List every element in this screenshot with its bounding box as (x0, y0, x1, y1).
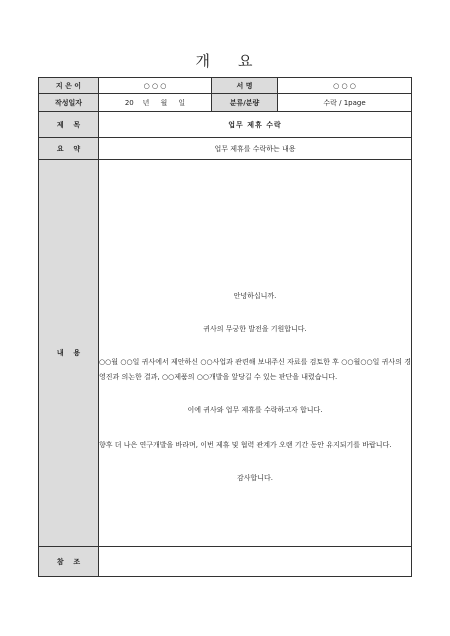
category-value[interactable]: 수락 / 1page (278, 94, 412, 112)
sign-label: 서 명 (212, 78, 278, 94)
content-label: 내 용 (39, 160, 99, 547)
date-label: 작성일자 (39, 94, 99, 112)
summary-row (39, 138, 412, 160)
reference-label: 참 조 (39, 547, 99, 577)
title-char-2: 요 (238, 52, 255, 70)
reference-value[interactable] (99, 547, 412, 577)
content-row (39, 160, 412, 547)
category-label: 분류/분량 (212, 94, 278, 112)
content-paragraph-review: ○○월 ○○일 귀사에서 제안하신 ○○사업과 관련해 보내주신 자료를 검토한 후 ○○월○○일 귀사의 경영진과 의논한 결과, ○○제품의 ○○개발을 앞당길 수 있는 판단을 내렸습니다. (99, 357, 411, 381)
content-paragraph-greeting: 안녕하십니까. (233, 291, 277, 300)
content-paragraph-thanks: 감사합니다. (236, 473, 274, 482)
summary-form-table (38, 77, 412, 577)
content-body[interactable] (99, 160, 412, 547)
title-char-1: 개 (195, 52, 212, 70)
content-paragraph-wish: 귀사의 무궁한 발전을 기원합니다. (203, 324, 307, 333)
date-row (39, 94, 412, 112)
content-paragraph-future: 향후 더 나은 연구개발을 바라며, 이번 제휴 및 협력 관계가 오랜 기간 동안 유지되기를 바랍니다. (99, 440, 392, 449)
reference-row (39, 547, 412, 577)
author-value[interactable]: ○ ○ ○ (99, 78, 212, 94)
author-row (39, 78, 412, 94)
date-value[interactable]: 20 년 월 일 (99, 94, 212, 112)
subject-row (39, 112, 412, 138)
document-title (0, 50, 450, 71)
subject-label: 제 목 (39, 112, 99, 138)
author-label: 지 은 이 (39, 78, 99, 94)
subject-value[interactable]: 업무 제휴 수락 (99, 112, 412, 138)
summary-value[interactable]: 업무 제휴를 수락하는 내용 (99, 138, 412, 160)
content-paragraph-accept: 이에 귀사와 업무 제휴를 수락하고자 합니다. (187, 405, 323, 414)
sign-value[interactable]: ○ ○ ○ (278, 78, 412, 94)
summary-label: 요 약 (39, 138, 99, 160)
